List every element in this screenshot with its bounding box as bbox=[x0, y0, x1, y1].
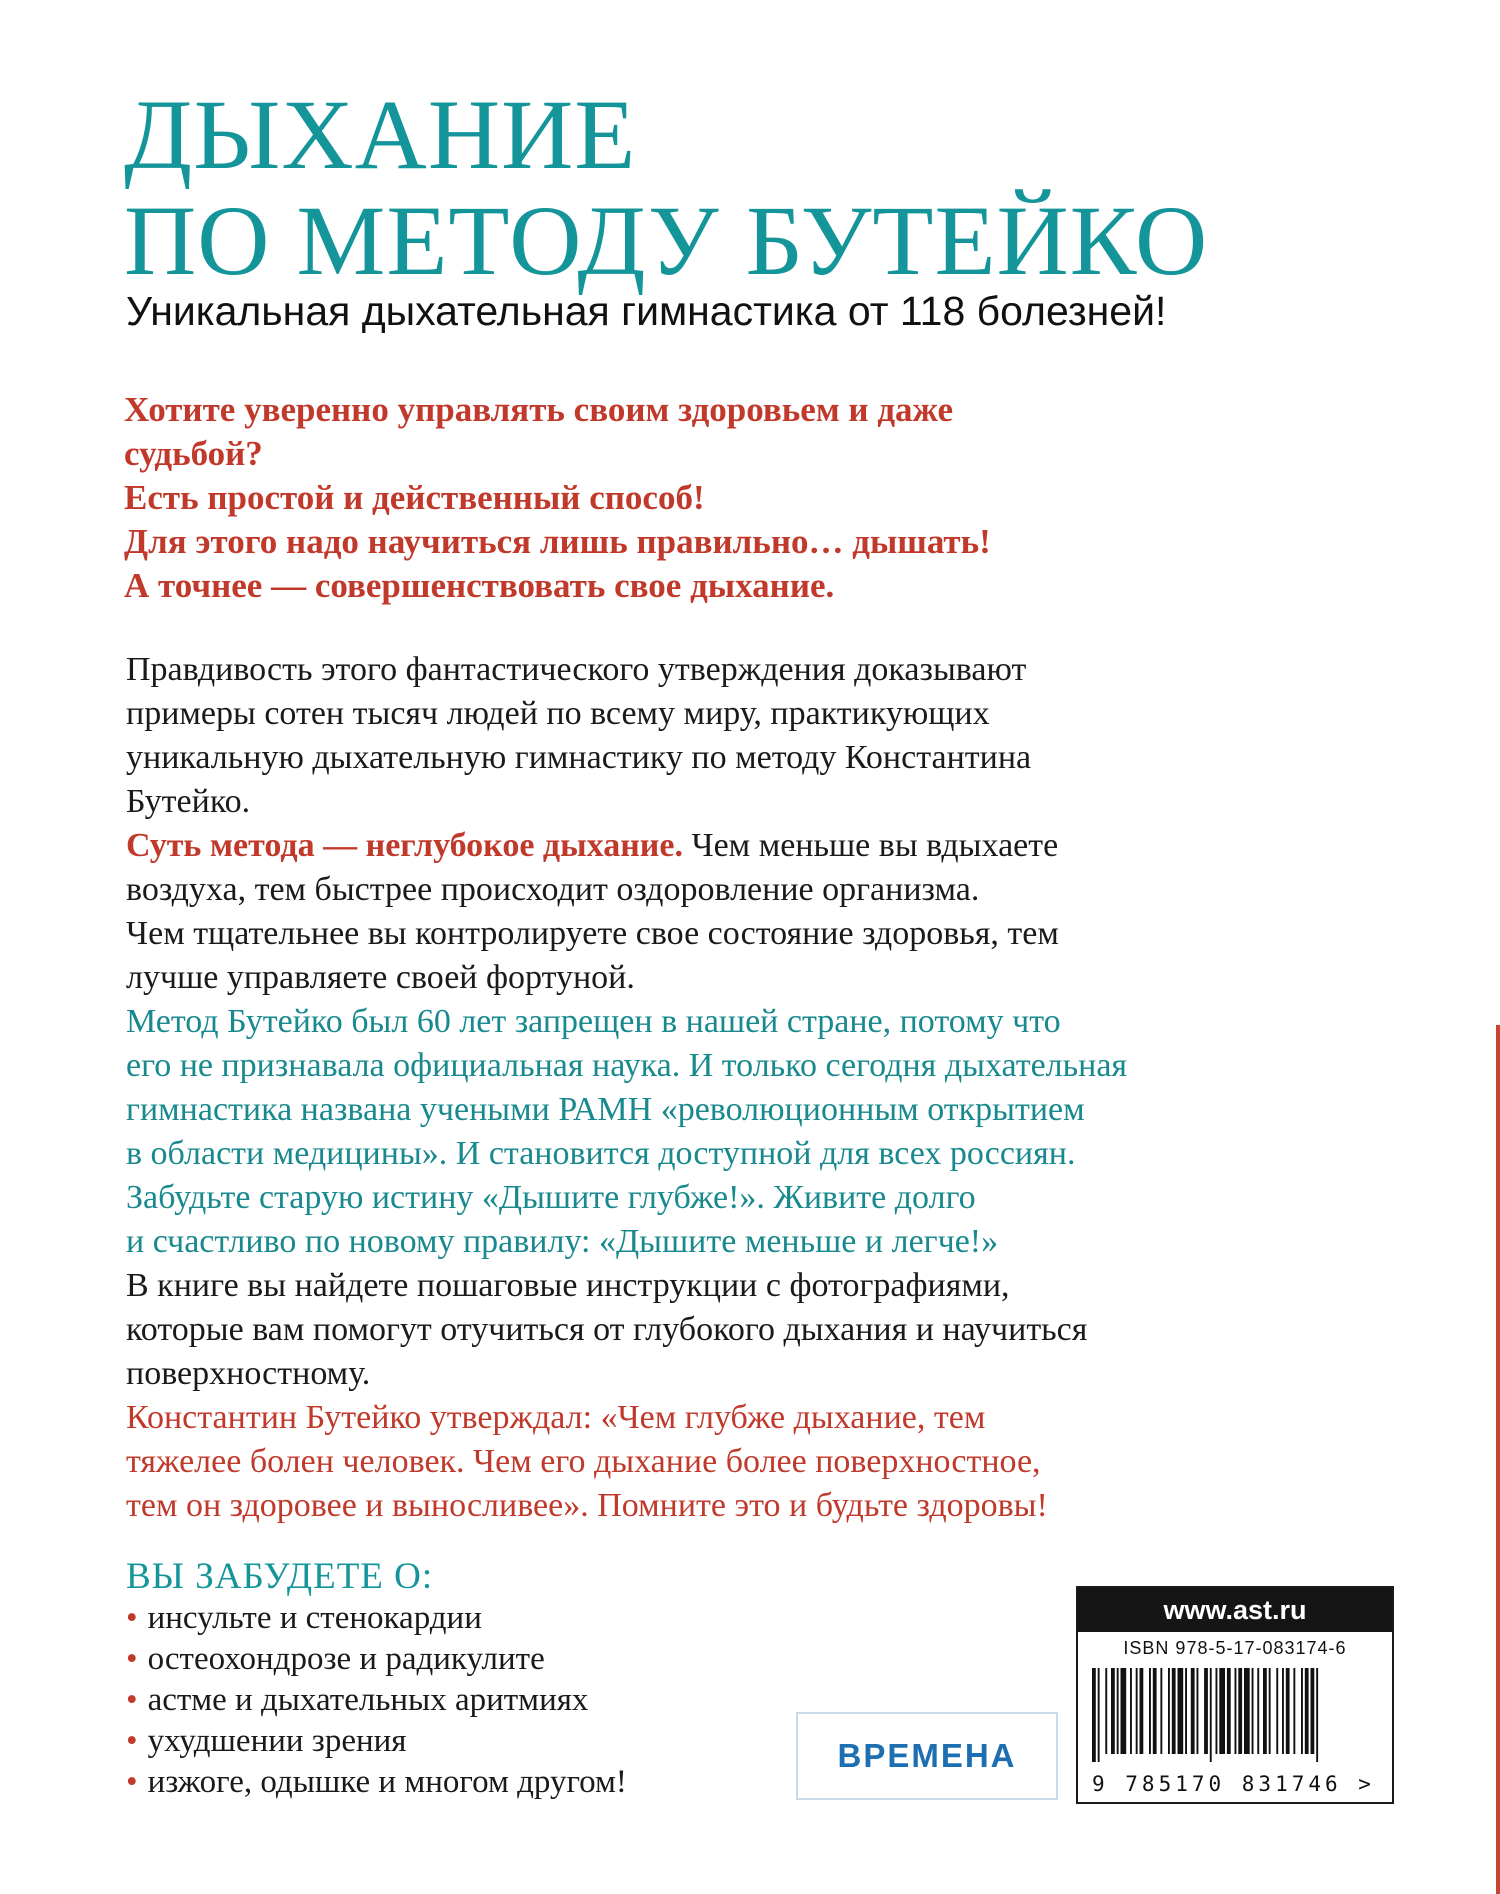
method-essence-highlight: Суть метода — неглубокое дыхание. bbox=[126, 827, 683, 864]
bullet-icon: • bbox=[126, 1600, 138, 1636]
publisher-logo-box bbox=[796, 1712, 1058, 1800]
intro-line: Для этого надо научиться лишь правильно… дышать! bbox=[124, 522, 991, 561]
intro-line: Есть простой и действенный способ! bbox=[124, 478, 705, 517]
method-essence-line bbox=[126, 824, 1416, 868]
barcode-digits: 9 785170 831746 > bbox=[1092, 1772, 1375, 1796]
intro-block bbox=[124, 388, 1304, 608]
book-title-line-2: ПО МЕТОДУ БУТЕЙКО bbox=[124, 185, 1209, 296]
body-line: лучше управляете своей фортуной. bbox=[126, 959, 635, 996]
body-line-teal: в области медицины». И становится доступной для всех россиян. bbox=[126, 1135, 1076, 1172]
right-edge-rule bbox=[1496, 1025, 1500, 1894]
body-line-teal: гимнастика названа учеными РАМН «революционным открытием bbox=[126, 1091, 1085, 1128]
body-line: воздуха, тем быстрее происходит оздоровление организма. bbox=[126, 871, 980, 908]
body-line: поверхностному. bbox=[126, 1355, 371, 1392]
barcode-icon bbox=[1090, 1668, 1382, 1762]
website-label: www.ast.ru bbox=[1078, 1588, 1392, 1632]
body-line-teal: Забудьте старую истину «Дышите глубже!». Живите долго bbox=[126, 1179, 976, 1216]
list-item: • ухудшении зрения bbox=[126, 1723, 407, 1759]
intro-line: Хотите уверенно управлять своим здоровьем и даже bbox=[124, 390, 953, 429]
quote-line: тяжелее болен человек. Чем его дыхание более поверхностное, bbox=[126, 1443, 1041, 1480]
bullet-icon: • bbox=[126, 1641, 138, 1677]
body-line-teal: Метод Бутейко был 60 лет запрещен в нашей стране, потому что bbox=[126, 1003, 1061, 1040]
body-text: Чем меньше вы вдыхаете bbox=[682, 827, 1059, 864]
body-line-teal: и счастливо по новому правилу: «Дышите меньше и легче!» bbox=[126, 1223, 999, 1260]
bullet-icon: • bbox=[126, 1682, 138, 1718]
list-item: • изжоге, одышке и многом другом! bbox=[126, 1764, 627, 1800]
bullet-icon: • bbox=[126, 1723, 138, 1759]
book-subtitle: Уникальная дыхательная гимнастика от 118 болезней! bbox=[126, 288, 1167, 334]
intro-line: судьбой? bbox=[124, 434, 263, 473]
quote-line: тем он здоровее и выносливее». Помните это и будьте здоровы! bbox=[126, 1487, 1048, 1524]
forget-heading: ВЫ ЗАБУДЕТЕ О: bbox=[126, 1556, 434, 1597]
bullet-icon: • bbox=[126, 1764, 138, 1800]
quote-line: Константин Бутейко утверждал: «Чем глубже дыхание, тем bbox=[126, 1399, 986, 1436]
isbn-number: ISBN 978-5-17-083174-6 bbox=[1123, 1638, 1347, 1658]
body-line: примеры сотен тысяч людей по всему миру, практикующих bbox=[126, 695, 990, 732]
list-item: • астме и дыхательных аритмиях bbox=[126, 1682, 589, 1718]
isbn-block bbox=[1076, 1586, 1394, 1804]
publisher-logo: ВРЕМЕНА bbox=[837, 1737, 1017, 1774]
body-line: которые вам помогут отучиться от глубокого дыхания и научиться bbox=[126, 1311, 1088, 1348]
intro-line: А точнее — совершенствовать свое дыхание. bbox=[124, 566, 835, 605]
book-title-line-1: ДЫХАНИЕ bbox=[124, 79, 637, 190]
body-line: В книге вы найдете пошаговые инструкции с фотографиями, bbox=[126, 1267, 1010, 1304]
body-line: Правдивость этого фантастического утверждения доказывают bbox=[126, 651, 1027, 688]
list-item: • инсульте и стенокардии bbox=[126, 1600, 482, 1636]
description-body bbox=[126, 648, 1416, 1528]
body-line: уникальную дыхательную гимнастику по методу Константина bbox=[126, 739, 1032, 776]
body-line-teal: его не признавала официальная наука. И только сегодня дыхательная bbox=[126, 1047, 1128, 1084]
body-line: Бутейко. bbox=[126, 783, 251, 820]
list-item: • остеохондрозе и радикулите bbox=[126, 1641, 545, 1677]
book-title bbox=[124, 79, 1209, 296]
forget-list bbox=[126, 1598, 627, 1803]
body-line: Чем тщательнее вы контролируете свое состояние здоровья, тем bbox=[126, 915, 1059, 952]
